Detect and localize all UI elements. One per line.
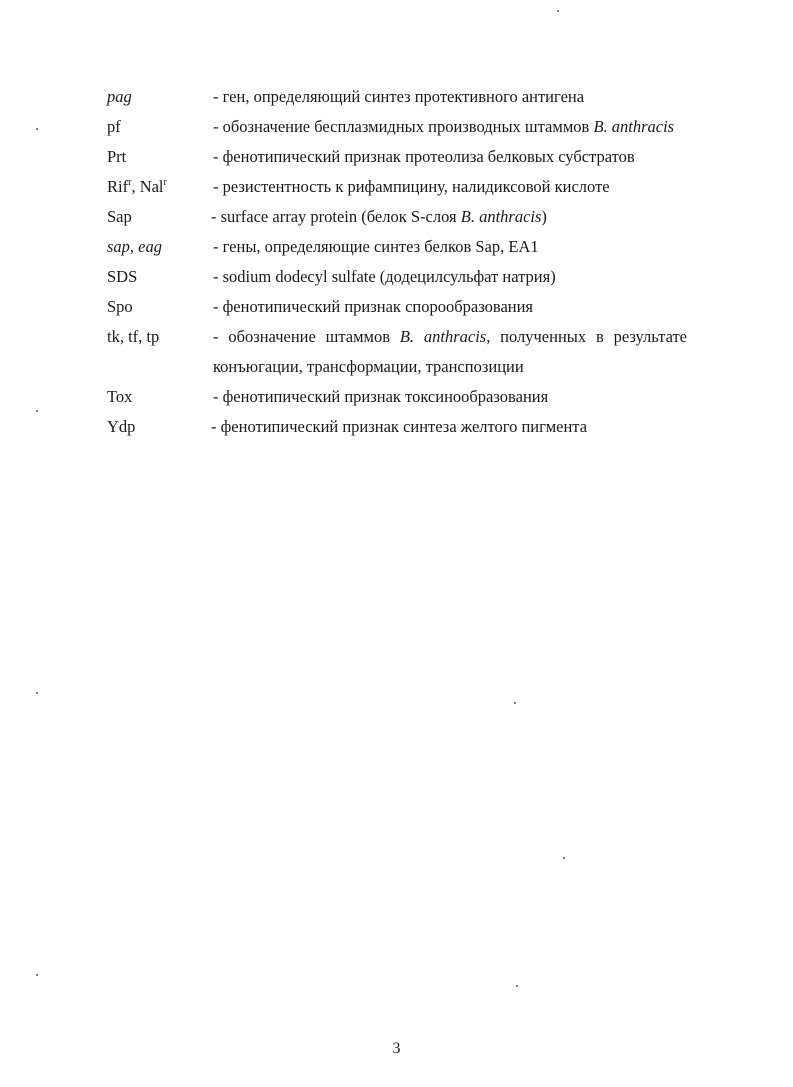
abbreviation-term: Spo — [107, 297, 133, 316]
scan-speck — [514, 702, 516, 704]
abbreviation-term: sap, eag — [107, 237, 162, 256]
abbreviation-definition: - ген, определяющий синтез протективного антигена — [213, 87, 585, 106]
abbreviation-definition: - резистентность к рифампицину, налидиксовой кислоте — [213, 177, 610, 196]
definition-text: - обозначение штаммов — [213, 327, 400, 346]
definition-text: , полученных в результате конъюгации, трансформации, транспозиции — [213, 327, 688, 376]
list-item — [107, 292, 687, 322]
abbreviation-term: pag — [107, 87, 132, 106]
list-item — [107, 412, 687, 442]
abbreviation-term: tk, tf, tp — [107, 327, 160, 346]
abbreviation-definition: - фенотипический признак токсинообразования — [213, 387, 549, 406]
abbreviation-definition: - фенотипический признак протеолиза белковых субстратов — [213, 147, 635, 166]
scan-speck — [563, 857, 565, 859]
abbreviation-term: Sap — [107, 207, 132, 226]
list-item — [107, 202, 687, 232]
scan-speck — [516, 985, 518, 987]
abbreviation-term: Ydp — [107, 417, 136, 436]
scan-speck — [36, 128, 38, 130]
abbreviation-term: Tox — [107, 387, 133, 406]
abbreviation-term: Prt — [107, 147, 127, 166]
scan-speck — [36, 410, 38, 412]
term-superscript: r — [128, 177, 132, 188]
list-item — [107, 82, 687, 112]
list-item — [107, 172, 687, 202]
list-item — [107, 142, 687, 172]
abbreviation-definition — [213, 112, 687, 142]
list-item — [107, 112, 687, 142]
definition-italic-text: B. anthracis — [399, 327, 487, 346]
abbreviation-definition: - sodium dodecyl sulfate (додецилсульфат натрия) — [213, 267, 556, 286]
scan-speck — [36, 974, 38, 976]
definition-italic-text: B. anthracis — [593, 117, 675, 136]
term-separator: , — [131, 177, 140, 196]
page-number: 3 — [392, 1040, 401, 1057]
term-part: Rif — [107, 177, 129, 196]
list-item — [107, 232, 687, 262]
list-item — [107, 382, 687, 412]
abbreviation-term — [107, 172, 213, 202]
abbreviation-definition — [211, 202, 687, 232]
abbreviation-term: pf — [107, 117, 121, 136]
definition-italic-text: B. anthracis — [460, 207, 542, 226]
abbreviation-definition: - фенотипический признак синтеза желтого пигмента — [211, 417, 588, 436]
abbreviation-definition: - фенотипический признак спорообразования — [213, 297, 534, 316]
scan-speck — [557, 10, 559, 12]
abbreviation-term: SDS — [107, 267, 138, 286]
term-part: Nal — [139, 177, 164, 196]
list-item — [107, 262, 687, 292]
definition-text: ) — [541, 207, 547, 226]
term-superscript: r — [163, 177, 167, 188]
definition-text: - обозначение бесплазмидных производных штаммов — [213, 117, 594, 136]
abbreviation-list — [107, 82, 687, 442]
definition-text: - surface array protein (белок S-слоя — [211, 207, 461, 226]
scan-speck — [36, 692, 38, 694]
abbreviation-definition: - гены, определяющие синтез белков Sap, EA1 — [213, 237, 539, 256]
list-item — [107, 322, 687, 382]
abbreviation-definition — [213, 322, 687, 382]
